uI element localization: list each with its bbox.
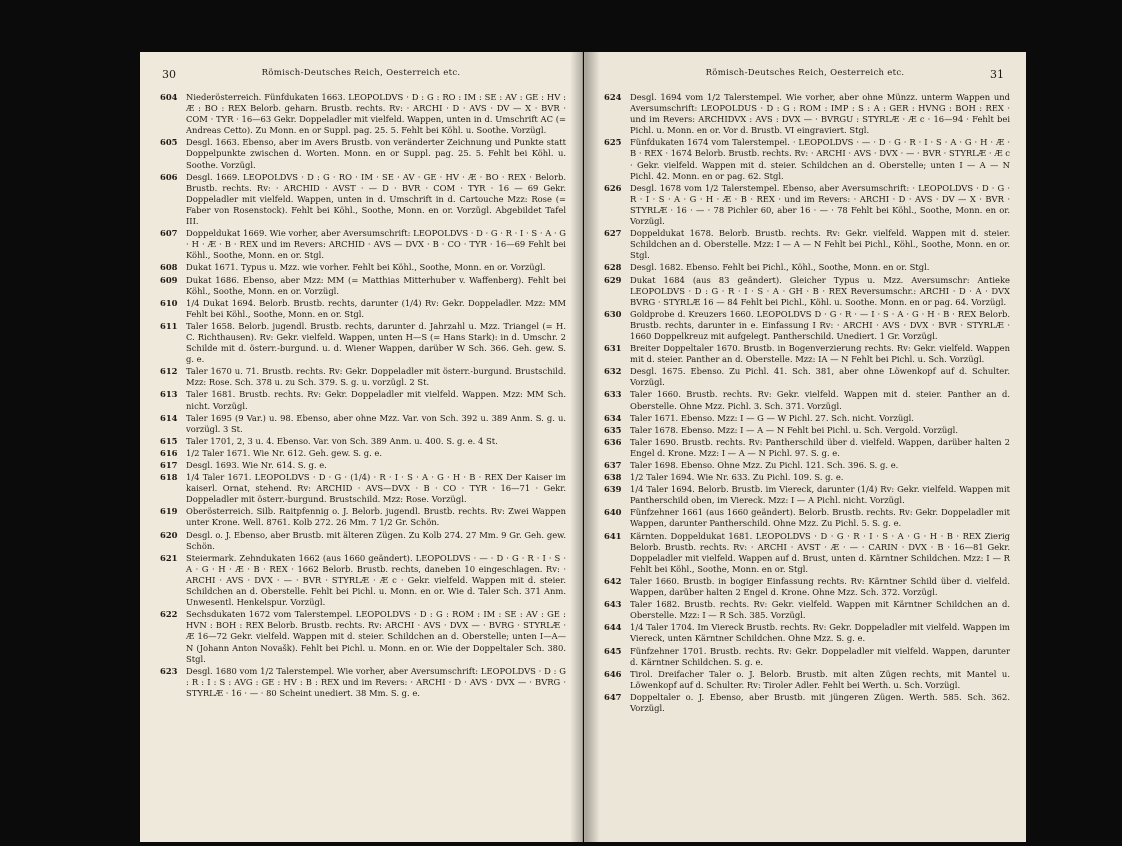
catalog-entry	[160, 298, 566, 320]
entry-number: 624	[604, 92, 622, 102]
entry-text: Taler 1698. Ebenso. Ohne Mzz. Zu Pichl. 121. Sch. 396. S. g. e.	[630, 460, 899, 470]
entry-number: 625	[604, 137, 622, 148]
catalog-entry	[160, 553, 566, 608]
entry-text: Desgl. 1678 vom 1/2 Talerstempel. Ebenso, aber Aversumschrift: · LEOPOLDVS · D · G · R · I · S · A · G · H · Æ · B · REX · und im Revers: · ARCHI · D · AVS · DV — X · BVR · STYRLÆ · 16 · — · 78 Pichler 60, aber 16 · — · 78 Fehlt bei Köhl., Soothe, Monn. en or. Vorzügl.	[630, 182, 1010, 227]
book-gutter	[570, 52, 600, 842]
catalog-entry	[604, 460, 1010, 471]
entry-text: Taler 1701, 2, 3 u. 4. Ebenso. Var. von Sch. 389 Anm. u. 400. S. g. e. 4 St.	[186, 435, 498, 446]
entry-text: Taler 1678. Ebenso. Mzz: I — A — N Fehlt bei Pichl. u. Sch. Vergold. Vorzügl.	[630, 424, 959, 435]
entry-number: 634	[604, 412, 622, 423]
right-entry-list	[604, 92, 1010, 715]
entry-text: Taler 1681. Brustb. rechts. Rv: Gekr. Doppeladler mit vielfeld. Wappen. Mzz: MM Sch. nicht. Vorzügl.	[186, 389, 566, 411]
entry-text: 1/4 Taler 1704. Im Viereck Brustb. rechts. Rv: Gekr. Doppeladler mit vielfeld. Wappen im Viereck, unten Kärntner Schildchen. Ohne Mzz. S. g. e.	[630, 622, 1010, 644]
catalog-entry	[160, 92, 566, 136]
entry-number: 642	[604, 575, 622, 586]
catalog-entry	[160, 275, 566, 297]
entry-number: 604	[160, 92, 178, 102]
entry-number: 606	[160, 171, 178, 182]
entry-number: 615	[160, 435, 178, 446]
catalog-entry	[160, 460, 566, 471]
entry-text: Oberösterreich. Silb. Raitpfennig o. J. Belorb. jugendl. Brustb. rechts. Rv: Zwei Wappen unter Krone. Well. 8761. Kolb 272. 26 Mm. 7 1/2 Gr. Schön.	[186, 506, 566, 528]
catalog-entry	[160, 413, 566, 435]
entry-number: 622	[160, 609, 178, 620]
entry-number: 645	[604, 645, 622, 656]
catalog-entry	[604, 576, 1010, 598]
catalog-entry	[160, 506, 566, 528]
catalog-entry	[604, 646, 1010, 668]
entry-number: 614	[160, 412, 178, 423]
entry-text: Dukat 1671. Typus u. Mzz. wie vorher. Fehlt bei Köhl., Soothe, Monn. en or. Vorzügl.	[186, 262, 546, 273]
entry-number: 639	[604, 484, 622, 495]
catalog-entry	[604, 484, 1010, 506]
left-running-head: Römisch-Deutsches Reich, Oesterreich etc.	[261, 68, 461, 78]
catalog-entry	[604, 183, 1010, 227]
entry-number: 646	[604, 668, 622, 679]
right-running-head: Römisch-Deutsches Reich, Oesterreich etc.	[705, 68, 905, 78]
entry-number: 619	[160, 506, 178, 517]
catalog-entry	[604, 622, 1010, 644]
entry-text: Taler 1695 (9 Var.) u. 98. Ebenso, aber ohne Mzz. Var. von Sch. 392 u. 389 Anm. S. g. u. vorzügl. 3 St.	[186, 412, 566, 434]
entry-text: Sechsdukaten 1672 vom Talerstempel. LEOPOLDVS · D : G : ROM : IM : SE : AV : GE : HVN : BOH : REX Belorb. Brustb. rechts. Rv: ARCHI · AVS · DVX — · BVRG · STYRLÆ · Æ 16—72 Gekr. vielfeld. Wappen mit d. steier. Schildchen an d. Oberstelle; unten I—A—N (Johann Anton Novašk). Fehlt bei Pichl. u. Monn. en or. Wie der Doppeltaler Sch. 380. Stgl.	[186, 609, 566, 664]
entry-number: 620	[160, 529, 178, 540]
left-page-header	[162, 68, 560, 82]
entry-text: Goldprobe d. Kreuzers 1660. LEOPOLDVS D · G · R · — I · S · A · G · H · B · REX Belorb. Brustb. rechts, darunter in e. Einfassung I Rv: · ARCHI · AVS · DVX · BVR · STYRLÆ · 1660 Doppelkreuz mit aufgelegt. Pantherschild. Unediert. 1 Gr. Vorzügl.	[630, 308, 1010, 341]
entry-text: Dukat 1684 (aus 83 geändert). Gleicher Typus u. Mzz. Aversumschr: Antieke LEOPOLDVS · D : G · R · I · S · A · GH · B · REX Reversumschr.: ARCHI · D · A · DVX BVRG · STYRLÆ 16 — 84 Fehlt bei Pichl., Köhl. u. Soothe. Monn. en or pag. 64. Vorzügl.	[630, 274, 1010, 307]
catalog-entry	[604, 437, 1010, 459]
catalog-entry	[604, 228, 1010, 261]
catalog-entry	[160, 228, 566, 261]
left-page	[140, 52, 583, 842]
catalog-entry	[160, 448, 566, 459]
entry-text: Fünfdukaten 1674 vom Talerstempel. · LEOPOLDVS · — · D · G · R · I · S · A · G · H · Æ · B · REX · 1674 Belorb. Brustb. rechts. Rv: · ARCHI · AVS · DVX · — · BVR · STYRLÆ · Æ c · Gekr. vielfeld. Wappen mit d. steier. Schildchen an d. Oberstelle; unten I — A — N Pichl. 42. Monn. en or pag. 62. Stgl.	[630, 137, 1010, 181]
entry-number: 644	[604, 622, 622, 633]
entry-text: Doppeldukat 1669. Wie vorher, aber Aversumschrift: LEOPOLDVS · D · G · R · I · S · A · G · H · Æ · B · REX und im Revers: ARCHID · AVS — DVX · B · CO · TYR · 16—69 Fehlt bei Köhl., Soothe, Monn. en or. Stgl.	[186, 228, 566, 261]
catalog-entry	[604, 343, 1010, 365]
entry-text: Desgl. 1680 vom 1/2 Talerstempel. Wie vorher, aber Aversumschrift: LEOPOLDVS · D : G : R : I : S : AVG : GE : HV : B : REX und im Revers: · ARCHI · D · AVS · DVX — · BVRG · STYRLÆ · 16 · — · 80 Scheint unediert. 38 Mm. S. g. e.	[186, 665, 566, 698]
entry-number: 640	[604, 507, 622, 518]
entry-number: 635	[604, 424, 622, 435]
entry-text: Desgl. 1669. LEOPOLDVS · D : G · RO · IM · SE · AV · GE · HV · Æ · BO · REX · Belorb. Brustb. rechts. Rv: · ARCHID · AVST · — D · BVR · COM · TYR · 16 — 69 Gekr. Doppeladler mit vielfeld. Wappen, unten in d. Umschrift in d. Cartouche Mzz: Rose (= Faber von Rosenstock). Fehlt bei Köhl., Soothe, Monn. en or. Vorzügl. Abgebildet Tafel III.	[186, 171, 566, 227]
right-page	[584, 52, 1026, 842]
entry-text: 1/2 Taler 1694. Wie Nr. 633. Zu Pichl. 109. S. g. e.	[630, 472, 844, 483]
catalog-entry	[160, 389, 566, 411]
entry-number: 608	[160, 262, 178, 273]
entry-number: 612	[160, 366, 178, 377]
catalog-entry	[160, 321, 566, 365]
entry-text: Taler 1671. Ebenso. Mzz: I — G — W Pichl. 27. Sch. nicht. Vorzügl.	[630, 412, 914, 423]
entry-number: 607	[160, 228, 178, 239]
entry-text: 1/4 Taler 1671. LEOPOLDVS · D · G · (1/4) · R · I · S · A · G · H · B · REX Der Kaiser im kaiserl. Ornat, stehend. Rv: ARCHID · AVS—DVX · B · CO · TYR · 16—71 · Gekr. Doppeladler mit österr.-burgund. Brustschild. Mzz: Rose. Vorzügl.	[186, 472, 566, 505]
entry-number: 647	[604, 691, 622, 702]
catalog-entry	[604, 692, 1010, 714]
entry-text: Fünfzehner 1701. Brustb. rechts. Rv: Gekr. Doppeladler mit vielfeld. Wappen, darunter d. Kärntner Schildchen. S. g. e.	[630, 645, 1010, 667]
entry-number: 637	[604, 460, 622, 470]
entry-text: 1/4 Taler 1694. Belorb. Brustb. im Viereck, darunter (1/4) Rv: Gekr. vielfeld. Wappen mit Pantherschild oben, im Viereck. Mzz: I — A Pichl. nicht. Vorzügl.	[630, 484, 1010, 506]
entry-number: 638	[604, 472, 622, 483]
entry-text: Tirol. Dreifacher Taler o. J. Belorb. Brustb. mit alten Zügen rechts, mit Mantel u. Löwenkopf auf d. Schulter. Rv: Tiroler Adler. Fehlt bei Werth. u. Sch. Vorzügl.	[630, 668, 1010, 690]
entry-number: 611	[160, 320, 178, 331]
entry-text: Taler 1660. Brustb. rechts. Rv: Gekr. vielfeld. Wappen mit d. steier. Panther an d. Oberstelle. Ohne Mzz. Pichl. 3. Sch. 371. Vorzügl.	[630, 389, 1010, 411]
right-page-header	[606, 68, 1004, 82]
entry-text: Steiermark. Zehndukaten 1662 (aus 1660 geändert). LEOPOLDVS · — · D · G · R · I · S · A · G · H · Æ · B · REX · 1662 Belorb. Brustb. rechts, daneben 10 eingeschlagen. Rv: · ARCHI · AVS · DVX · — · BVR · STYRLÆ · Æ c · Gekr. vielfeld. Wappen mit d. steier. Schildchen an d. Oberstelle. Fehlt bei Pichl. u. Monn. en or. Wie d. Taler Sch. 371 Anm. Unwesentl. Henkelspur. Vorzügl.	[186, 552, 566, 608]
entry-number: 627	[604, 228, 622, 239]
catalog-entry	[604, 366, 1010, 388]
entry-text: Dukat 1686. Ebenso, aber Mzz: MM (= Matthias Mitterhuber v. Waffenberg). Fehlt bei Köhl., Soothe, Monn. en or. Vorzügl.	[186, 274, 566, 296]
entry-text: Desgl. 1693. Wie Nr. 614. S. g. e.	[186, 460, 327, 470]
entry-number: 633	[604, 389, 622, 400]
catalog-entry	[160, 172, 566, 227]
entry-text: Kärnten. Doppeldukat 1681. LEOPOLDVS · D · G · R · I · S · A · G · H · B · REX Zierig Belorb. Brustb. rechts. Rv: · ARCHI · AVST · Æ · — · CARIN · DVX · B · 16—81 Gekr. Doppeladler mit vielfeld. Wappen auf d. Brust, unten d. Kärntner Schildchen. Mzz: I — R Fehlt bei Köhl., Soothe, Monn. en or. Stgl.	[630, 530, 1010, 574]
left-page-number: 30	[162, 68, 176, 81]
entry-number: 621	[160, 552, 178, 563]
entry-number: 632	[604, 366, 622, 377]
entry-text: Desgl. o. J. Ebenso, aber Brustb. mit älteren Zügen. Zu Kolb 274. 27 Mm. 9 Gr. Geh. gew. Schön.	[186, 529, 566, 551]
right-page-number: 31	[990, 68, 1004, 81]
entry-text: Taler 1658. Belorb. jugendl. Brustb. rechts, darunter d. Jahrzahl u. Mzz. Triangel (= H. C. Richthausen). Rv: Gekr. vielfeld. Wappen, unten H—S (= Hans Stark): in d. Umschr. 2 Schilde mit d. österr.-burgund. u. d. Wiener Wappen, darüber W Sch. 366. Geh. gew. S. g. e.	[186, 320, 566, 365]
catalog-entry	[160, 472, 566, 505]
entry-text: Desgl. 1682. Ebenso. Fehlt bei Pichl., Köhl., Soothe, Monn. en or. Stgl.	[630, 262, 930, 273]
catalog-entry	[604, 413, 1010, 424]
entry-text: Taler 1690. Brustb. rechts. Rv: Pantherschild über d. vielfeld. Wappen, darüber halten 2 Engel d. Krone. Mzz: I — A — N Pichl. 97. S. g. e.	[630, 436, 1010, 458]
catalog-entry	[160, 366, 566, 388]
catalog-entry	[604, 309, 1010, 342]
entry-text: 1/4 Dukat 1694. Belorb. Brustb. rechts, darunter (1/4) Rv: Gekr. Doppeladler. Mzz: MM Fehlt bei Köhl., Soothe, Monn. en or. Stgl.	[186, 297, 566, 319]
entry-number: 609	[160, 274, 178, 285]
catalog-entry	[160, 609, 566, 664]
entry-text: Desgl. 1694 vom 1/2 Talerstempel. Wie vorher, aber ohne Münzz. unterm Wappen und Aversumschrift: LEOPOLDUS · D : G : ROM : IMP : S : A : GER : HVNG : BOH : REX · und im Revers: ARCHIDVX : AVS : DVX — · BVRGU : STYRLÆ · Æ c · 16—94 · Fehlt bei Pichl. u. Monn. en or. Vor d. Brustb. VI eingraviert. Stgl.	[630, 92, 1010, 136]
catalog-entry	[604, 275, 1010, 308]
entry-number: 605	[160, 137, 178, 148]
entry-text: Fünfzehner 1661 (aus 1660 geändert). Belorb. Brustb. rechts. Rv: Gekr. Doppeladler mit Wappen, darunter Pantherschild. Ohne Mzz. Zu Pichl. 5. S. g. e.	[630, 507, 1010, 529]
entry-text: Desgl. 1663. Ebenso, aber im Avers Brustb. von veränderter Zeichnung und Punkte statt Doppelpunkte zwischen d. Worten. Monn. en or Suppl. pag. 25. 5. Fehlt bei Köhl. u. Soothe. Vorzügl.	[186, 137, 566, 170]
entry-number: 626	[604, 182, 622, 193]
entry-text: Breiter Doppeltaler 1670. Brustb. in Bogenverzierung rechts. Rv: Gekr. vielfeld. Wappen mit d. steier. Panther an d. Oberstelle. Mzz: IA — N Fehlt bei Pichl. u. Sch. Vorzügl.	[630, 343, 1010, 365]
entry-number: 623	[160, 665, 178, 676]
catalog-entry	[160, 530, 566, 552]
entry-number: 629	[604, 274, 622, 285]
catalog-entry	[160, 666, 566, 699]
catalog-entry	[604, 531, 1010, 575]
entry-text: Desgl. 1675. Ebenso. Zu Pichl. 41. Sch. 381, aber ohne Löwenkopf auf d. Schulter. Vorzügl.	[630, 366, 1010, 388]
catalog-entry	[604, 389, 1010, 411]
entry-text: Niederösterreich. Fünfdukaten 1663. LEOPOLDVS · D : G : RO : IM : SE : AV : GE : HV : Æ : BO : REX Belorb. geharn. Brustb. rechts. Rv: · ARCHI · D · AVS · DV — X · BVR · COM · TYR · 16—63 Gekr. Doppeladler mit vielfeld. Wappen, unten in d. Umschrift AC (= Andreas Cetto). Zu Monn. en or Suppl. pag. 25. 5. Fehlt bei Köhl. u. Soothe. Vorzügl.	[186, 92, 566, 136]
entry-number: 613	[160, 389, 178, 400]
catalog-entry	[604, 425, 1010, 436]
entry-number: 631	[604, 343, 622, 354]
entry-number: 641	[604, 530, 622, 541]
entry-text: Doppeldukat 1678. Belorb. Brustb. rechts. Rv: Gekr. vielfeld. Wappen mit d. steier. Schildchen an d. Oberstelle. Mzz: I — A — N Fehlt bei Pichl., Köhl., Soothe, Monn. en or. Stgl.	[630, 228, 1010, 261]
entry-number: 643	[604, 599, 622, 610]
entry-number: 628	[604, 262, 622, 273]
entry-number: 630	[604, 308, 622, 319]
catalog-entry	[604, 92, 1010, 136]
entry-number: 616	[160, 447, 178, 458]
catalog-entry	[604, 599, 1010, 621]
entry-text: Taler 1660. Brustb. in bogiger Einfassung rechts. Rv: Kärntner Schild über d. vielfeld. Wappen, darüber halten 2 Engel d. Krone. Ohne Mzz. Sch. 372. Vorzügl.	[630, 575, 1010, 598]
catalog-entry	[604, 472, 1010, 483]
entry-number: 617	[160, 460, 178, 470]
entry-number: 618	[160, 472, 178, 483]
catalog-entry	[160, 262, 566, 273]
catalog-entry	[604, 137, 1010, 181]
catalog-entry	[604, 669, 1010, 691]
catalog-entry	[160, 436, 566, 447]
left-entry-list	[160, 92, 566, 700]
entry-text: Taler 1670 u. 71. Brustb. rechts. Rv: Gekr. Doppeladler mit österr.-burgund. Brustschild. Mzz: Rose. Sch. 378 u. zu Sch. 379. S. g. u. vorzügl. 2 St.	[186, 366, 566, 388]
entry-text: 1/2 Taler 1671. Wie Nr. 612. Geh. gew. S. g. e.	[186, 447, 383, 458]
catalog-entry	[160, 137, 566, 170]
entry-number: 610	[160, 297, 178, 308]
entry-text: Taler 1682. Brustb. rechts. Rv: Gekr. vielfeld. Wappen mit Kärntner Schildchen an d. Oberstelle. Mzz: I — R Sch. 385. Vorzügl.	[630, 599, 1010, 621]
entry-text: Doppeltaler o. J. Ebenso, aber Brustb. mit jüngeren Zügen. Werth. 585. Sch. 362. Vorzügl.	[630, 691, 1010, 713]
catalog-entry	[604, 262, 1010, 273]
entry-number: 636	[604, 436, 622, 447]
catalog-entry	[604, 507, 1010, 529]
